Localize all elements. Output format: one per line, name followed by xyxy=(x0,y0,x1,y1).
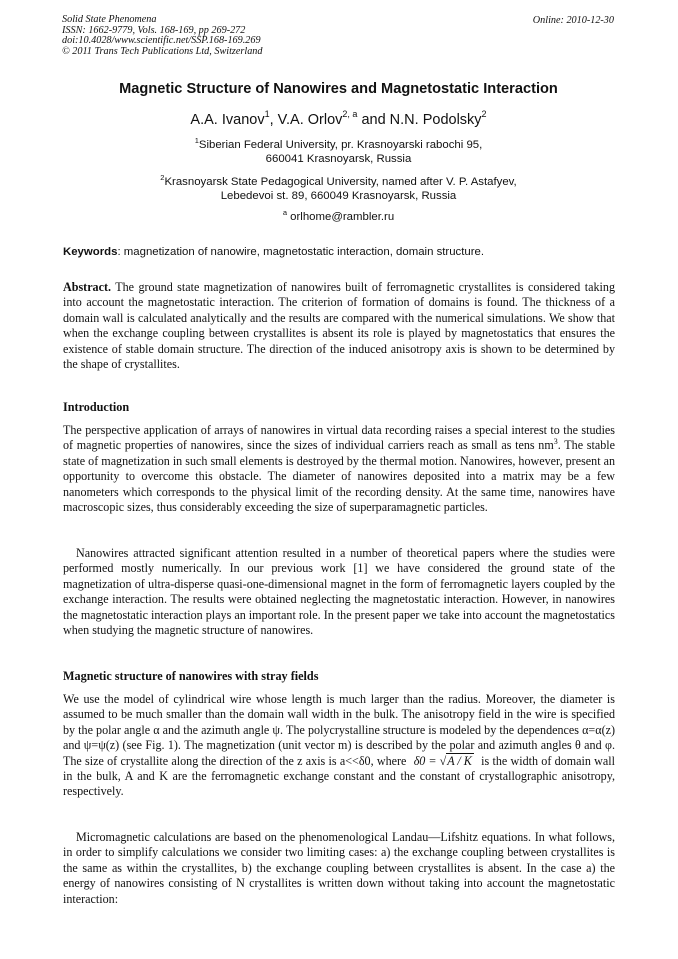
heading-introduction: Introduction xyxy=(63,400,130,414)
intro-paragraph-1 xyxy=(63,423,615,515)
affiliation-2-line2: Lebedevoi st. 89, 660049 Krasnoyarsk, Russia xyxy=(220,190,457,203)
section2-paragraph-2: Micromagnetic calculations are based on the phenomenological Landau—Lifshitz equations. In what follows, in order to simplify calculations we consider two limiting cases: a) the exchange coupling between crystallites is the same as within the crystallites, b) the exchange coupling between crystallites is absent. In the case a) the energy of nanowires consisting of N crystallites is written down without taking into account the magnetostatic interaction: xyxy=(63,830,615,906)
affiliation-2-line1: Krasnoyarsk State Pedagogical University, named after V. P. Astafyev, xyxy=(164,176,517,188)
affiliation-1-line1: Siberian Federal University, pr. Krasnoyarski rabochi 95, xyxy=(198,139,483,151)
formula-radicand: A / K xyxy=(447,753,472,768)
heading-magnetic-structure: Magnetic structure of nanowires with stray fields xyxy=(63,669,319,683)
affiliation-1-line2: 660041 Krasnoyarsk, Russia xyxy=(265,153,412,166)
affiliation-2 xyxy=(62,175,615,204)
author-2: V.A. Orlov xyxy=(277,112,343,128)
copyright: © 2011 Trans Tech Publications Ltd, Switzerland xyxy=(62,45,263,57)
contact-email xyxy=(62,210,615,224)
issn: ISSN: 1662-9779, Vols. 168-169, pp 269-272 xyxy=(62,24,246,36)
email-address: orlhome@rambler.ru xyxy=(290,211,395,223)
online-date: Online: 2010-12-30 xyxy=(532,15,614,26)
author-2-affil: 2, a xyxy=(342,109,358,119)
intro-p1-superscript: 3 xyxy=(553,437,558,447)
author-1-affil: 1 xyxy=(264,109,270,119)
domain-wall-formula: δ0 = √A / K xyxy=(413,753,472,768)
intro-paragraph-2: Nanowires attracted significant attention resulted in a number of theoretical papers where the studies were performed mostly numerically. In our previous work [1] we have considered the ground state of the magnetization of ultra-disperse quasi-one-dimensional magnet in the form of ferromagnetic layers coupled by the exchange interaction. The results were obtained neglecting the magnetostatic interaction. However, in nanowires the magnetostatic interaction plays an important role. In the present paper we take into account the magnetostatics when studying the magnetic structure of nanowires. xyxy=(63,546,615,638)
author-1: A.A. Ivanov xyxy=(190,112,265,128)
doi: doi:10.4028/www.scientific.net/SSP.168-169.269 xyxy=(62,35,261,47)
journal-name: Solid State Phenomena xyxy=(62,14,157,25)
abstract-label: Abstract. xyxy=(63,280,112,294)
section2-p1-part-b: is the width of domain wall in the bulk, A and K are the ferromagnetic exchange constant and the constant of crystallographic anisotropy, respectively. xyxy=(63,753,615,799)
author-3-affil: 2 xyxy=(481,109,487,119)
affiliation-2-mark: 2 xyxy=(160,173,165,182)
intro-p1-part-a: The perspective application of arrays of nanowires in virtual data recording raises a special interest to the studies of magnetic properties of nanowires, since the sizes of individual carriers reach as small as tens nm xyxy=(63,423,615,453)
keywords xyxy=(63,246,616,258)
intro-p1-part-b: . The stable state of magnetization in such small elements is destroyed by the thermal motion. Nanowires, however, present an opportunity to overcome this obstacle. The diameter of nanowires deposited into a matrix may be a few nanometers which corresponds to the physical limit of the recording density. At the same time, nanowires have macroscopic sizes, thus considerably exceeding the size of superparamagnetic particles. xyxy=(63,438,615,515)
section2-paragraph-1 xyxy=(63,692,615,800)
keywords-text: : magnetization of nanowire, magnetostatic interaction, domain structure. xyxy=(117,246,485,258)
keywords-label: Keywords xyxy=(63,246,118,258)
formula-lhs: δ0 = xyxy=(413,753,440,768)
affiliation-1 xyxy=(62,138,615,167)
journal-meta xyxy=(62,15,262,57)
paper-title: Magnetic Structure of Nanowires and Magnetostatic Interaction xyxy=(119,81,558,97)
abstract xyxy=(63,280,615,372)
affiliation-1-mark: 1 xyxy=(194,136,199,145)
section2-p1-part-a: We use the model of cylindrical wire whose length is much larger than the radius. Moreover, the diameter is assumed to be much smaller than the domain wall width in the bulk. The anisotropy field in the wire is specified by the polar angle α and the azimuth angle ψ. The polycrystalline structure is modeled by the dependences α=α(z) and ψ=ψ(z) (see Fig. 1). The magnetization (unit vector m) is described by the polar and azimuth angles θ and φ. The size of crystallite along the direction of the z axis is a<<δ0, where xyxy=(63,692,615,768)
email-mark: a xyxy=(282,208,287,217)
author-list: A.A. Ivanov$^1$, V.A. Orlov$^{2, a}$ and N.N. Podolsky$^2$ xyxy=(190,109,487,128)
author-3: and N.N. Podolsky xyxy=(361,112,482,128)
abstract-text: The ground state magnetization of nanowires built of ferromagnetic crystallites is considered taking into account the magnetostatic interaction. The criterion of formation of domains is found. The thickness of a domain wall is calculated analytically and the results are compared with the numerical simulations. We show that when the exchange coupling between crystallites is absent its role is played by magnetostatics that ensures the existence of stable domain structure. The direction of the induced anisotropy axis is shown to be determined by the shape of crystallites. xyxy=(63,280,615,372)
